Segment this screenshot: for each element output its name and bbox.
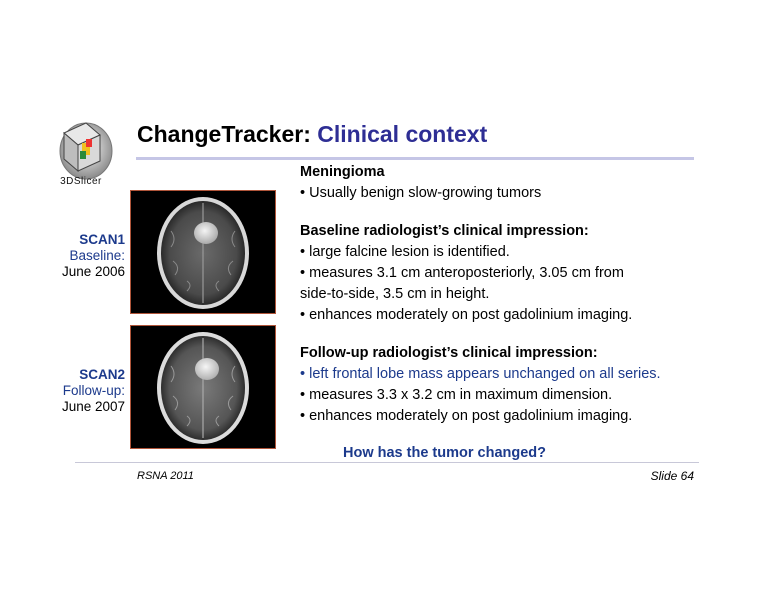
title-accent: Clinical context (317, 121, 488, 147)
scan1-label (0, 232, 125, 280)
bullet-text: enhances moderately on post gadolinium imaging. (309, 408, 633, 424)
bullet-text: Usually benign slow-growing tumors (309, 185, 542, 201)
heading-meningioma: Meningioma (300, 164, 385, 180)
scan2-name: SCAN2 (79, 367, 125, 382)
bullet-continuation: side-to-side, 3.5 cm in height. (300, 286, 490, 302)
heading-baseline: Baseline radiologist’s clinical impression: (300, 223, 589, 239)
bullet-item-highlight: • left frontal lobe mass appears unchanged on all series. (300, 366, 661, 382)
bullet-item: • enhances moderately on post gadolinium imaging. (300, 408, 633, 424)
bullet-item: • measures 3.3 x 3.2 cm in maximum dimension. (300, 387, 613, 403)
scan2-date: June 2007 (61, 399, 125, 414)
bullet-item: • enhances moderately on post gadolinium imaging. (300, 307, 633, 323)
title-prefix: ChangeTracker: (137, 121, 311, 147)
bullet-text: enhances moderately on post gadolinium imaging. (309, 307, 633, 323)
baseline-mri-image (130, 190, 276, 314)
scan1-name: SCAN1 (79, 232, 125, 247)
scan1-type: Baseline: (69, 248, 125, 263)
bullet-text: left frontal lobe mass appears unchanged on all series. (309, 366, 661, 382)
footer-conference: RSNA 2011 (137, 470, 194, 482)
bullet-text: measures 3.1 cm anteroposteriorly, 3.05 cm from (309, 265, 624, 281)
title-divider (136, 157, 694, 160)
bullet-item: • Usually benign slow-growing tumors (300, 185, 542, 201)
slide-number: Slide 64 (650, 469, 694, 483)
scan1-date: June 2006 (61, 264, 125, 279)
logo-text: 3DSlicer (60, 176, 102, 187)
followup-mri-image (130, 325, 276, 449)
bullet-item: • large falcine lesion is identified. (300, 244, 510, 260)
bullet-text: measures 3.3 x 3.2 cm in maximum dimension. (309, 387, 613, 403)
slide-title (137, 121, 487, 148)
scan2-label (0, 367, 125, 415)
bullet-text: large falcine lesion is identified. (309, 244, 510, 260)
heading-followup: Follow-up radiologist’s clinical impression: (300, 345, 598, 361)
question-text: How has the tumor changed? (343, 445, 547, 461)
scan2-type: Follow-up: (62, 383, 125, 398)
footer-divider (75, 462, 699, 463)
bullet-item: • measures 3.1 cm anteroposteriorly, 3.05 cm from (300, 265, 624, 281)
